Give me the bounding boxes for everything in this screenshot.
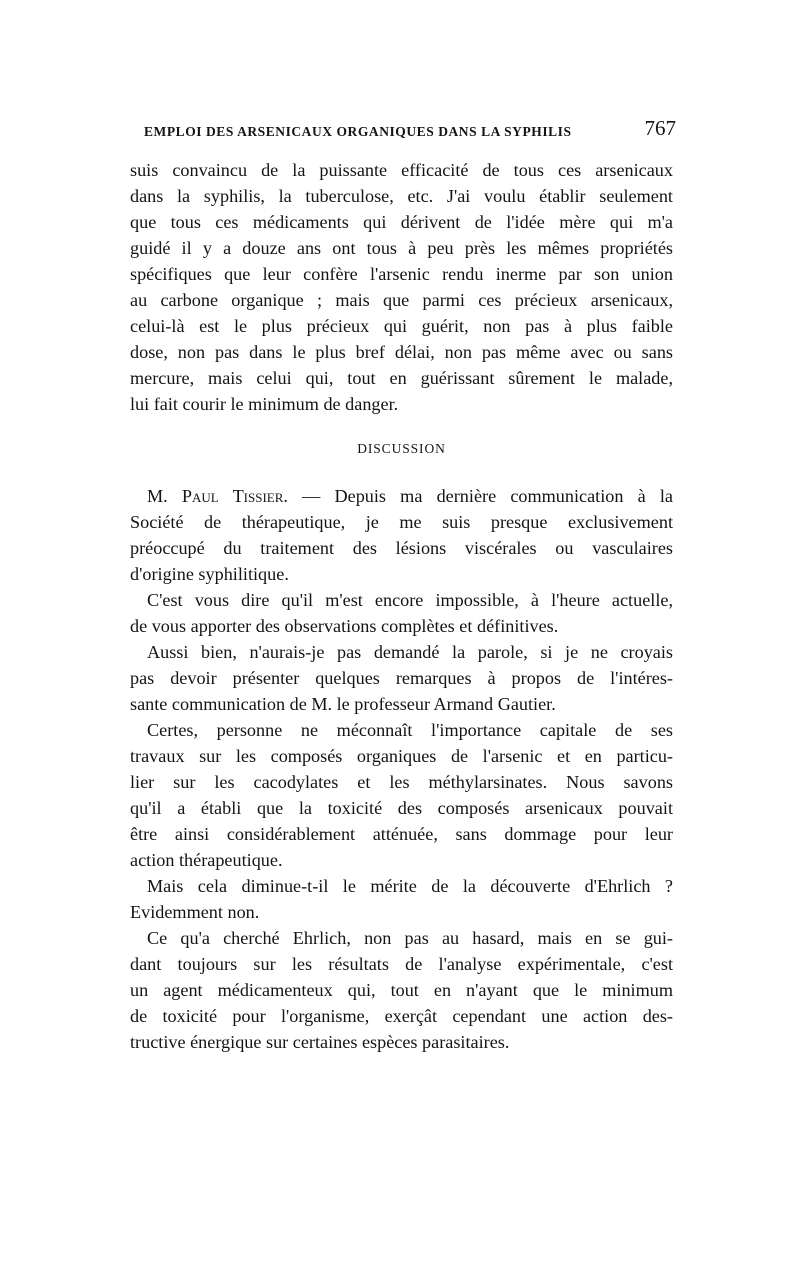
paragraph-1-line-4: guidé il y a douze ans ont tous à peu près les mêmes propriétés <box>130 238 673 258</box>
paragraph-5-line-5: être ainsi considérablement atténuée, sans dommage pour leur <box>130 824 673 844</box>
paragraph-4-line-1: Aussi bien, n'aurais-je pas demandé la parole, si je ne croyais <box>147 642 673 662</box>
paragraph-2-first-line-text: Depuis ma dernière communication à la <box>334 486 673 506</box>
paragraph-5-line-3: lier sur les cacodylates et les méthylarsinates. Nous savons <box>130 772 673 792</box>
paragraph-2-line-4: d'origine syphilitique. <box>130 564 289 584</box>
running-head <box>144 116 676 146</box>
paragraph-2-line-2: Société de thérapeutique, je me suis presque exclusivement <box>130 512 673 532</box>
paragraph-3-line-2: de vous apporter des observations complètes et définitives. <box>130 616 559 636</box>
paragraph-2-line-1 <box>147 483 673 509</box>
running-title: EMPLOI DES ARSENICAUX ORGANIQUES DANS LA SYPHILIS <box>144 124 572 139</box>
paragraph-7-line-2: dant toujours sur les résultats de l'analyse expérimentale, c'est <box>130 954 673 974</box>
paragraph-1-line-7: celui-là est le plus précieux qui guérit, non pas à plus faible <box>130 316 673 336</box>
paragraph-5-line-2: travaux sur les composés organiques de l'arsenic et en particu- <box>130 746 673 766</box>
paragraph-6-line-2: Evidemment non. <box>130 902 260 922</box>
speaker-name: M. Paul Tissier. <box>147 486 288 506</box>
paragraph-7-line-4: de toxicité pour l'organisme, exerçât cependant une action des- <box>130 1006 673 1026</box>
paragraph-4-line-2: pas devoir présenter quelques remarques à propos de l'intéres- <box>130 668 673 688</box>
section-heading: DISCUSSION <box>357 441 446 456</box>
paragraph-5-line-1: Certes, personne ne méconnaît l'importance capitale de ses <box>147 720 673 740</box>
speaker-dash: — <box>287 486 335 506</box>
paragraph-1-line-8: dose, non pas dans le plus bref délai, non pas même avec ou sans <box>130 342 673 362</box>
paragraph-1-line-2: dans la syphilis, la tuberculose, etc. J'ai voulu établir seulement <box>130 186 673 206</box>
paragraph-7-line-3: un agent médicamenteux qui, tout en n'ayant que le minimum <box>130 980 673 1000</box>
paragraph-1-line-3: que tous ces médicaments qui dérivent de l'idée mère qui m'a <box>130 212 673 232</box>
paragraph-7-line-5: tructive énergique sur certaines espèces parasitaires. <box>130 1032 510 1052</box>
paragraph-3-line-1: C'est vous dire qu'il m'est encore impossible, à l'heure actuelle, <box>147 590 673 610</box>
paragraph-1-line-5: spécifiques que leur confère l'arsenic rendu inerme par son union <box>130 264 673 284</box>
paragraph-7-line-1: Ce qu'a cherché Ehrlich, non pas au hasard, mais en se gui- <box>147 928 673 948</box>
paragraph-4-line-3: sante communication de M. le professeur Armand Gautier. <box>130 694 556 714</box>
paragraph-1-line-1: suis convaincu de la puissante efficacité de tous ces arsenicaux <box>130 160 673 180</box>
paragraph-5-line-4: qu'il a établi que la toxicité des composés arsenicaux pouvait <box>130 798 673 818</box>
page-number: 767 <box>644 116 676 140</box>
paragraph-1-line-6: au carbone organique ; mais que parmi ces précieux arsenicaux, <box>130 290 673 310</box>
paragraph-5-line-6: action thérapeutique. <box>130 850 283 870</box>
paragraph-6-line-1: Mais cela diminue-t-il le mérite de la découverte d'Ehrlich ? <box>147 876 673 896</box>
paragraph-1-line-9: mercure, mais celui qui, tout en guérissant sûrement le malade, <box>130 368 673 388</box>
paragraph-1-line-10: lui fait courir le minimum de danger. <box>130 394 399 414</box>
paragraph-2-line-3: préoccupé du traitement des lésions viscérales ou vasculaires <box>130 538 673 558</box>
